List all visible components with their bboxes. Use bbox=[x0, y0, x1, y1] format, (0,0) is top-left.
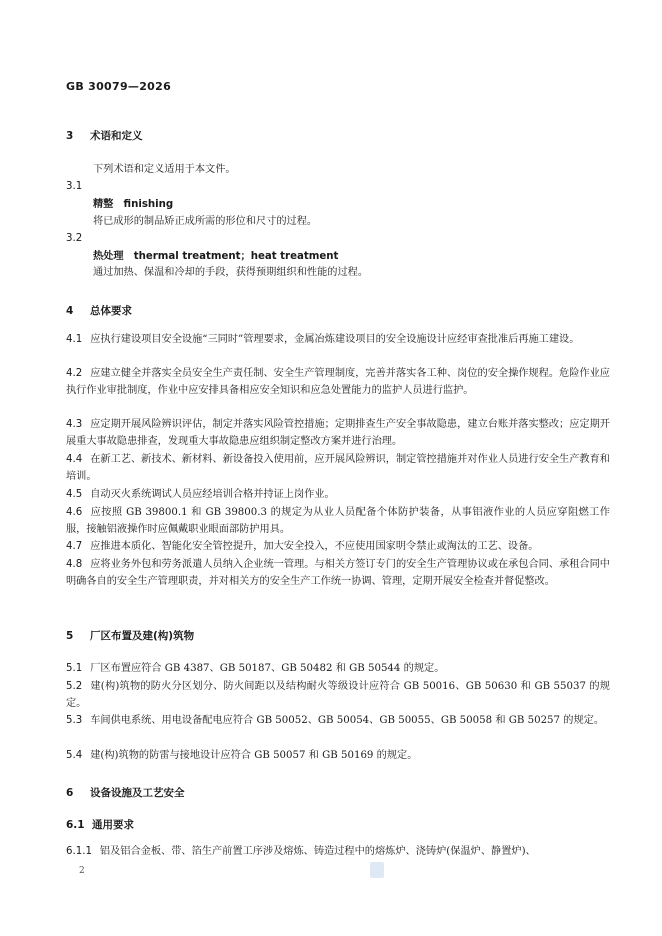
clause-4-5 bbox=[66, 486, 610, 503]
clause-4-7 bbox=[66, 538, 610, 555]
standard-number: GB 30079—2026 bbox=[66, 80, 172, 93]
clause-number: 6.1.1 bbox=[66, 846, 92, 857]
clause-text: 应推进本质化、智能化安全管控提升，加大安全投入，不应使用国家明令禁止或淘汰的工艺、设备。 bbox=[90, 541, 539, 552]
clause-text: 建(构)筑物的防火分区划分、防火间距以及结构耐火等级设计应符合 GB 50016、GB 50630 和 GB 55037 的规定。 bbox=[66, 681, 610, 709]
clause-text: 应定期开展风险辨识评估，制定并落实风险管控措施；定期排查生产安全事故隐患，建立台账并落实整改；应定期开展重大事故隐患排查，发现重大事故隐患应组织制定整改方案并进行治理。 bbox=[66, 419, 610, 447]
clause-number: 4.8 bbox=[66, 559, 83, 570]
clause-number: 4.7 bbox=[66, 541, 83, 552]
section-4-heading bbox=[66, 303, 132, 318]
subsection-title: 通用要求 bbox=[92, 819, 134, 831]
term-name: 热处理 thermal treatment；heat treatment bbox=[93, 251, 339, 262]
clause-number: 4.4 bbox=[66, 454, 83, 465]
clause-5-4 bbox=[66, 747, 610, 764]
section-title: 术语和定义 bbox=[90, 130, 143, 142]
clause-number: 4.1 bbox=[66, 334, 83, 345]
clause-text: 应建立健全并落实全员安全生产责任制、安全生产管理制度，完善并落实各工种、岗位的安全操作规程。危险作业应执行作业审批制度，作业中应安排具备相应安全知识和应急处置能力的监护人员进行监护。 bbox=[66, 368, 610, 396]
section-number: 4 bbox=[66, 305, 74, 317]
section-number: 5 bbox=[66, 630, 74, 642]
clause-number: 5.3 bbox=[66, 715, 83, 726]
clause-text: 车间供电系统、用电设备配电应符合 GB 50052、GB 50054、GB 50055、GB 50058 和 GB 50257 的规定。 bbox=[90, 715, 605, 726]
clause-4-8 bbox=[66, 556, 610, 590]
term-name: 精整 finishing bbox=[93, 199, 174, 210]
clause-6-1-1 bbox=[66, 843, 610, 860]
watermark-mark bbox=[370, 862, 384, 878]
term-number: 3.1 bbox=[66, 181, 83, 192]
subsection-number: 6.1 bbox=[66, 819, 85, 831]
term-definition: 将已成形的制品矫正成所需的形位和尺寸的过程。 bbox=[93, 216, 318, 227]
clause-5-3 bbox=[66, 712, 610, 729]
clause-number: 5.2 bbox=[66, 681, 83, 692]
clause-text: 应执行建设项目安全设施“三同时”管理要求，金属冶炼建设项目的安全设施设计应经审查批准后再施工建设。 bbox=[90, 334, 580, 345]
section-3-heading bbox=[66, 128, 143, 143]
clause-4-3 bbox=[66, 416, 610, 450]
clause-number: 4.5 bbox=[66, 489, 83, 500]
section-title: 总体要求 bbox=[90, 305, 132, 317]
clause-text: 应将业务外包和劳务派遣人员纳入企业统一管理。与相关方签订专门的安全生产管理协议或在承包合同、承租合同中明确各自的安全生产管理职责，并对相关方的安全生产工作统一协调、管理，定期开展安全检查并督促整改。 bbox=[66, 559, 610, 587]
section-3-intro: 下列术语和定义适用于本文件。 bbox=[93, 164, 236, 175]
clause-number: 5.1 bbox=[66, 663, 83, 674]
clause-4-4 bbox=[66, 451, 610, 485]
subsection-6-1-heading bbox=[66, 817, 134, 832]
clause-number: 4.6 bbox=[66, 507, 83, 518]
clause-4-6 bbox=[66, 504, 610, 538]
section-6-heading bbox=[66, 785, 185, 800]
section-title: 设备设施及工艺安全 bbox=[90, 787, 185, 799]
clause-text: 在新工艺、新技术、新材料、新设备投入使用前，应开展风险辨识，制定管控措施并对作业人员进行安全生产教育和培训。 bbox=[66, 454, 610, 482]
section-5-heading bbox=[66, 628, 194, 643]
clause-5-1 bbox=[66, 660, 610, 677]
section-number: 6 bbox=[66, 787, 74, 799]
clause-text: 厂区布置应符合 GB 4387、GB 50187、GB 50482 和 GB 50544 的规定。 bbox=[90, 663, 445, 674]
clause-number: 4.2 bbox=[66, 368, 83, 379]
clause-text: 建(构)筑物的防雷与接地设计应符合 GB 50057 和 GB 50169 的规定。 bbox=[90, 750, 418, 761]
clause-5-2 bbox=[66, 678, 610, 712]
clause-text: 应按照 GB 39800.1 和 GB 39800.3 的规定为从业人员配备个体防护装备，从事铝液作业的人员应穿阻燃工作服，接触铝液操作时应佩戴职业眼面部防护用具。 bbox=[66, 507, 610, 535]
clause-text: 自动灭火系统调试人员应经培训合格并持证上岗作业。 bbox=[90, 489, 335, 500]
clause-4-2 bbox=[66, 365, 610, 399]
clause-number: 4.3 bbox=[66, 419, 83, 430]
term-number: 3.2 bbox=[66, 233, 83, 244]
clause-4-1 bbox=[66, 331, 610, 348]
section-number: 3 bbox=[66, 130, 74, 142]
clause-number: 5.4 bbox=[66, 750, 83, 761]
clause-text: 铝及铝合金板、带、箔生产前置工序涉及熔炼、铸造过程中的熔炼炉、浇铸炉(保温炉、静置炉)、 bbox=[99, 846, 536, 857]
section-title: 厂区布置及建(构)筑物 bbox=[90, 630, 195, 642]
page-number: 2 bbox=[79, 866, 85, 876]
term-definition: 通过加热、保温和冷却的手段，获得预期组织和性能的过程。 bbox=[93, 267, 369, 278]
